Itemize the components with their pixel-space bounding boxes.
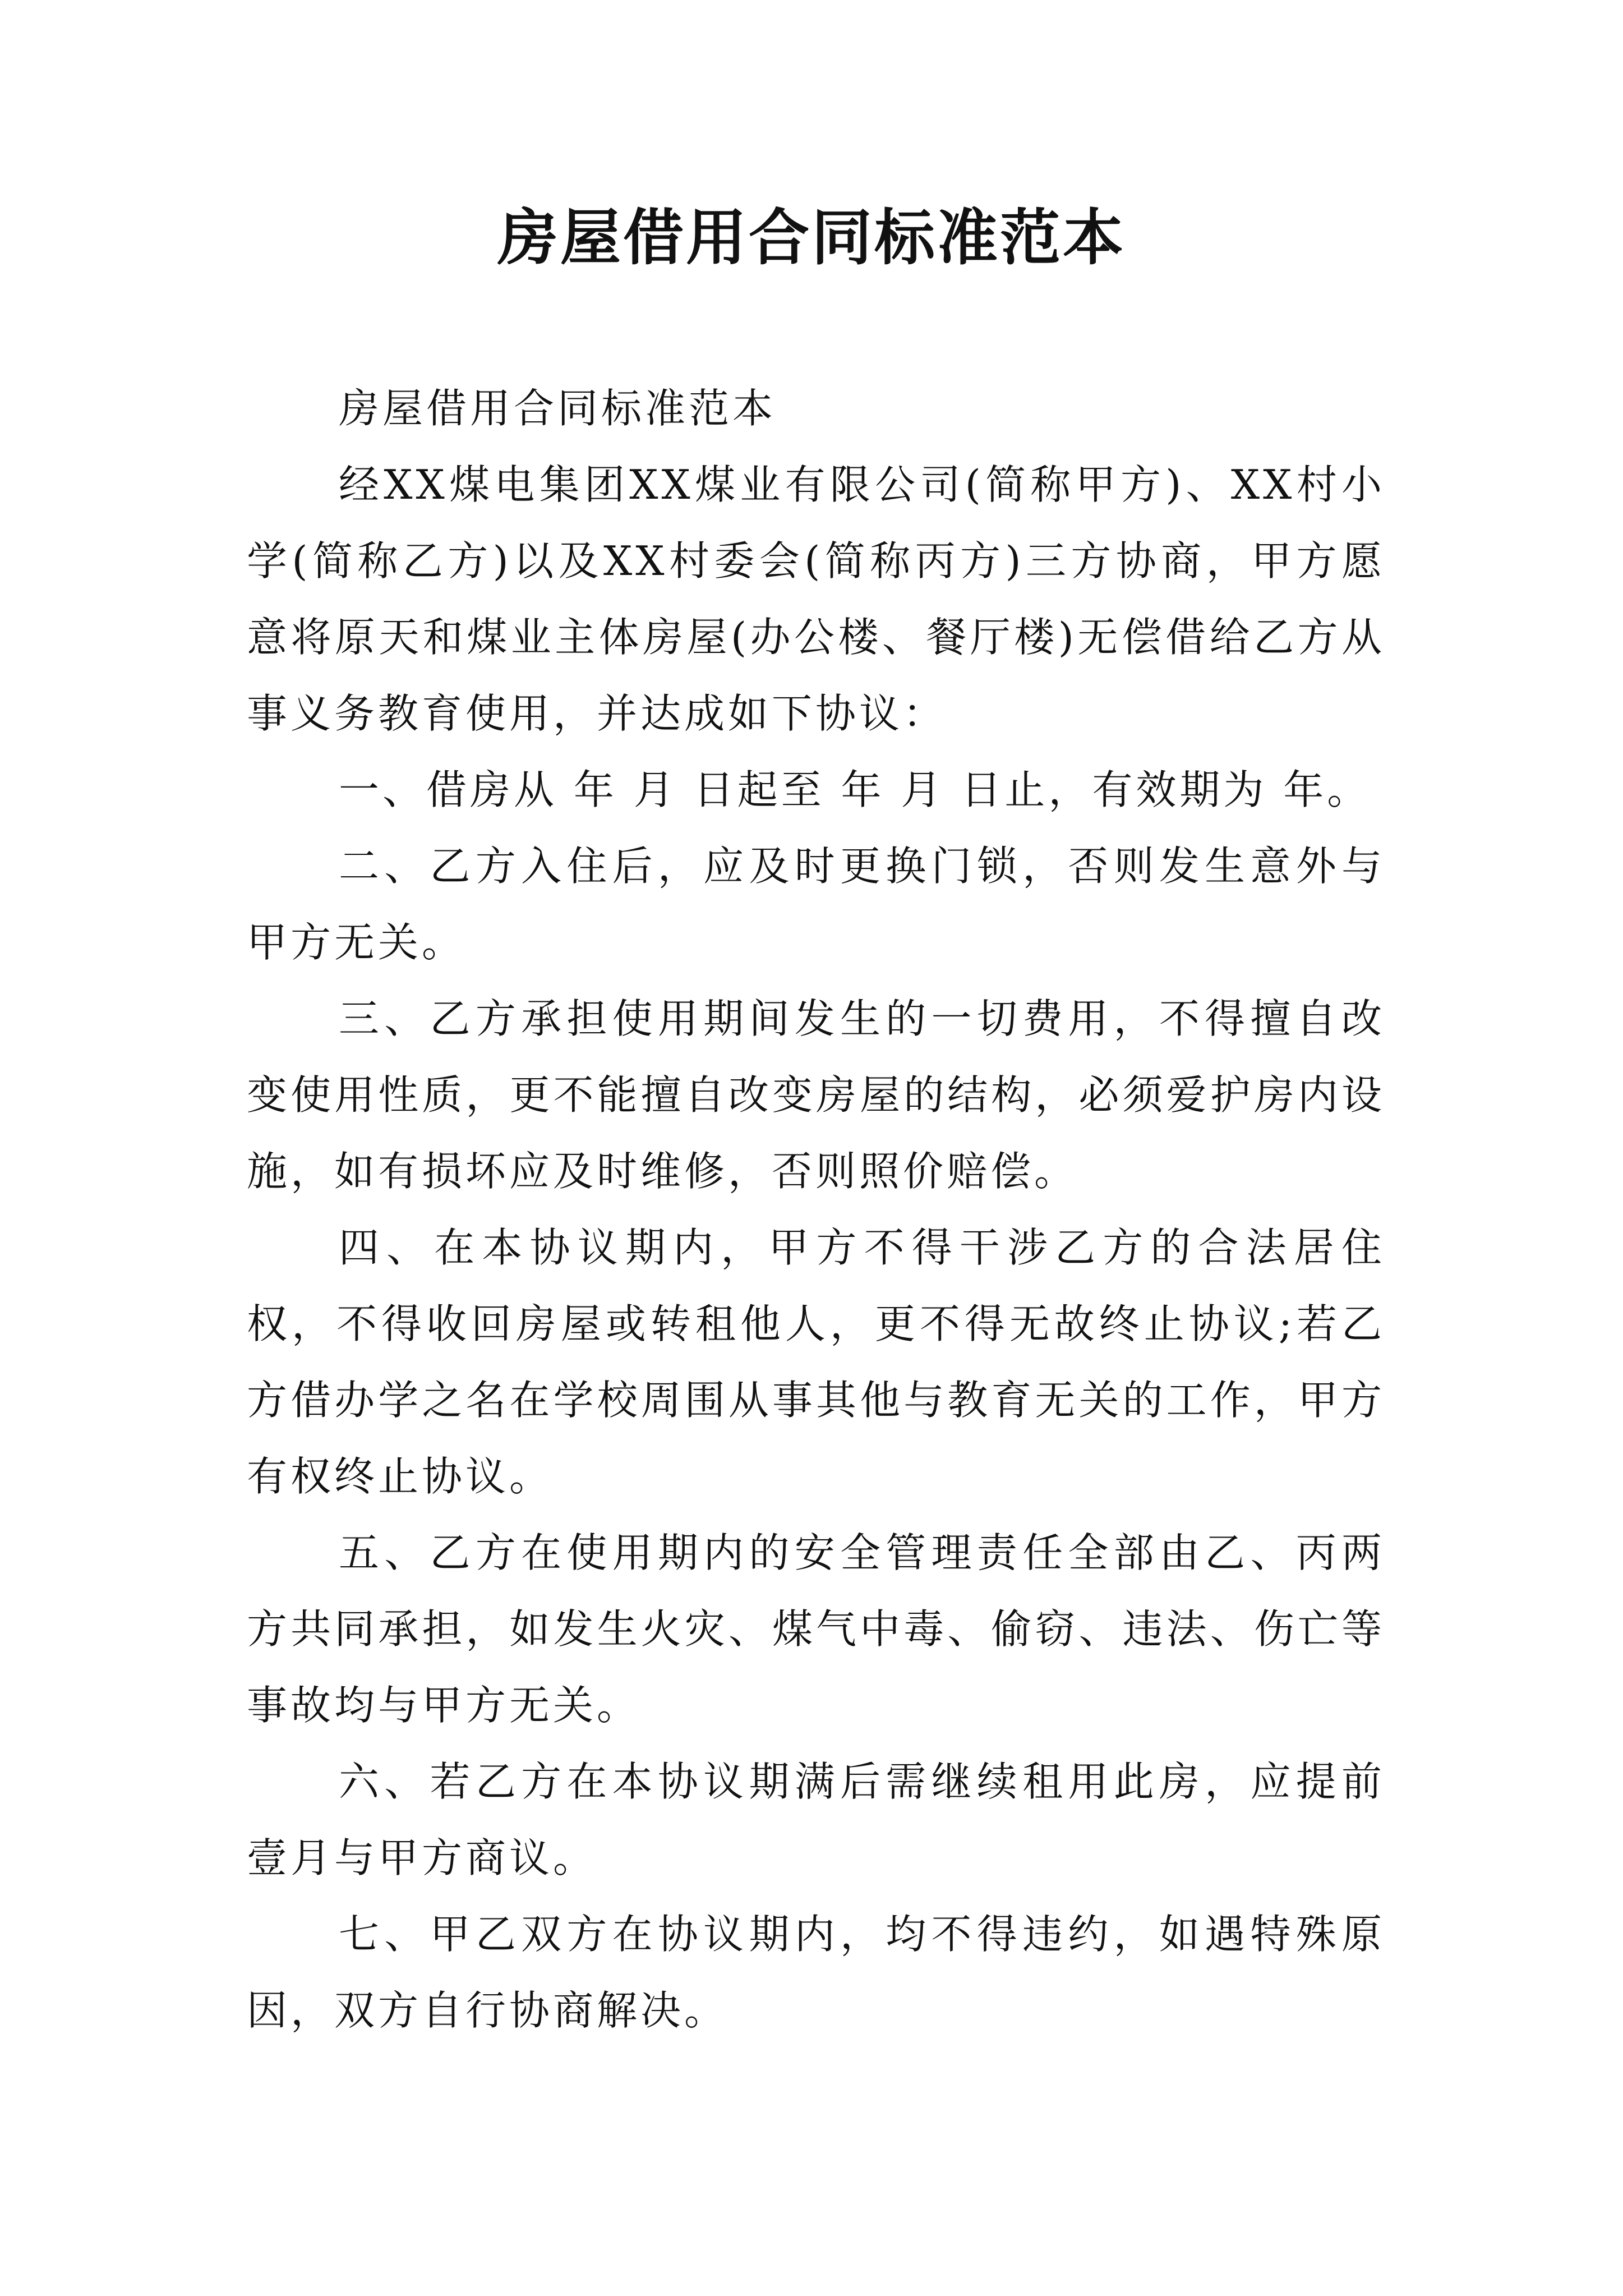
paragraph-clause-3: 三、乙方承担使用期间发生的一切费用，不得擅自改变使用性质，更不能擅自改变房屋的结构，必须爱护房内设施，如有损坏应及时维修，否则照价赔偿。 bbox=[247, 995, 1385, 1195]
paragraph-clause-7: 七、甲乙双方在协议期内，均不得违约，如遇特殊原因，双方自行协商解决。 bbox=[247, 1911, 1385, 2034]
paragraph-clause-2: 二、乙方入住后，应及时更换门锁，否则发生意外与甲方无关。 bbox=[247, 843, 1385, 966]
paragraph-clause-1: 一、借房从 年 月 日起至 年 月 日止，有效期为 年。 bbox=[339, 766, 1371, 813]
paragraph-clause-5: 五、乙方在使用期内的安全管理责任全部由乙、丙两方共同承担，如发生火灾、煤气中毒、偷窃、违法、伤亡等事故均与甲方无关。 bbox=[247, 1529, 1385, 1729]
document-title: 房屋借用合同标准范本 bbox=[497, 203, 1126, 273]
paragraph-preamble: 经XX煤电集团XX煤业有限公司(简称甲方)、XX村小学(简称乙方)以及XX村委会(简称丙方)三方协商，甲方愿意将原天和煤业主体房屋(办公楼、餐厅楼)无偿借给乙方从事义务教育使用，并达成如下协议： bbox=[247, 461, 1385, 737]
paragraph-clause-4: 四、在本协议期内，甲方不得干涉乙方的合法居住权，不得收回房屋或转租他人，更不得无故终止协议;若乙方借办学之名在学校周围从事其他与教育无关的工作，甲方有权终止协议。 bbox=[247, 1224, 1385, 1500]
paragraph-clause-6: 六、若乙方在本协议期满后需继续租用此房，应提前壹月与甲方商议。 bbox=[247, 1758, 1385, 1881]
paragraph-heading: 房屋借用合同标准范本 bbox=[339, 385, 777, 432]
document-body bbox=[247, 370, 1385, 2049]
